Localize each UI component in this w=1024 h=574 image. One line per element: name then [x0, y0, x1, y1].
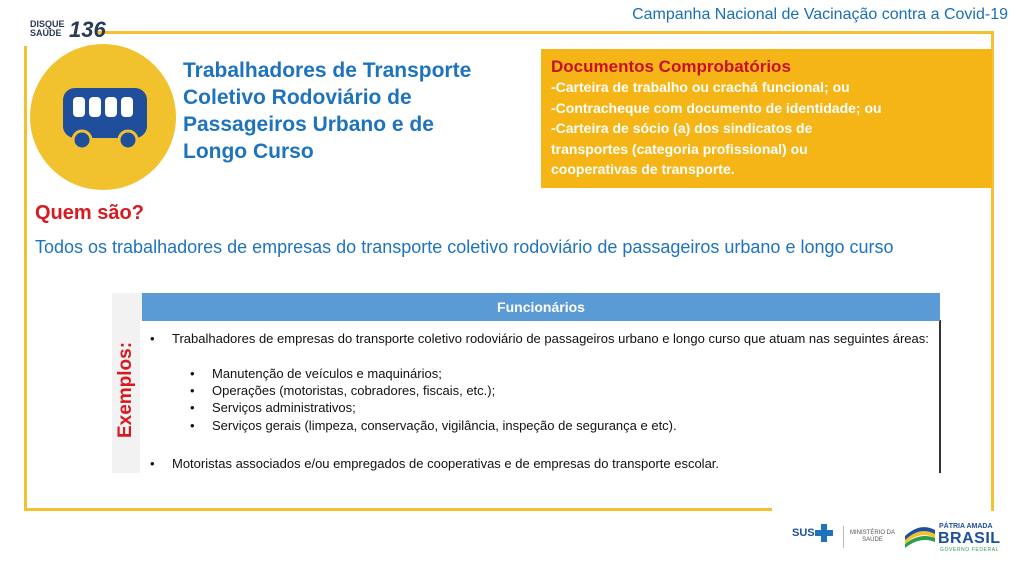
bullet: • — [190, 366, 195, 381]
disque-label: DISQUE — [30, 19, 65, 29]
sub-list-item: Serviços administrativos; — [212, 400, 356, 415]
bullet: • — [190, 418, 195, 433]
documents-line: transportes (categoria profissional) ou — [551, 140, 808, 157]
disque-number: 136 — [69, 17, 106, 42]
list-item: Trabalhadores de empresas do transporte coletivo rodoviário de passageiros urbano e longo curso que atuam nas seguintes áreas: — [172, 331, 929, 346]
sus-cross-icon — [815, 524, 833, 542]
documents-line: -Carteira de trabalho ou crachá funcional; ou — [551, 79, 850, 95]
patria-amada-label: PÁTRIA AMADA — [939, 523, 993, 530]
title-line-4: Longo Curso — [183, 140, 314, 163]
saude-ministry-label: SAÚDE — [862, 537, 883, 543]
bullet: • — [190, 383, 195, 398]
brasil-label: BRASIL — [938, 530, 1001, 547]
table-header: Funcionários — [142, 293, 940, 321]
sub-list-item: Manutenção de veículos e maquinários; — [212, 366, 442, 381]
documents-box — [541, 49, 992, 188]
who-heading: Quem são? — [35, 202, 144, 224]
documents-heading: Documentos Comprobatórios — [551, 57, 791, 76]
bullet: • — [190, 400, 195, 415]
icon-circle — [30, 44, 176, 190]
bullet: • — [150, 456, 155, 471]
title-line-1: Trabalhadores de Transporte — [183, 59, 472, 82]
disque-saude-logo — [30, 20, 65, 38]
frame-top-line — [96, 31, 994, 34]
who-description: Todos os trabalhadores de empresas do transporte coletivo rodoviário de passageiros urbano e longo curso — [35, 237, 894, 257]
documents-line: -Carteira de sócio (a) dos sindicatos de — [551, 120, 813, 136]
page-title — [183, 57, 533, 165]
ministerio-label: MINISTÉRIO DA — [850, 530, 896, 536]
list-item: Motoristas associados e/ou empregados de cooperativas e de empresas do transporte escolar. — [172, 456, 720, 471]
governo-federal-label: GOVERNO FEDERAL — [940, 547, 1000, 553]
examples-side-label — [112, 341, 140, 439]
title-line-3: Passageiros Urbano e de — [183, 113, 434, 136]
examples-label-text: Exemplos: — [115, 341, 136, 439]
bullet: • — [150, 331, 155, 346]
title-line-2: Coletivo Rodoviário de — [183, 86, 412, 109]
sub-list-item: Operações (motoristas, cobradores, fiscais, etc.); — [212, 383, 496, 398]
sub-list-item: Serviços gerais (limpeza, conservação, vigilância, inspeção de segurança e etc). — [212, 418, 677, 433]
campaign-title: Campanha Nacional de Vacinação contra a Covid-19 — [632, 6, 1008, 23]
brazil-flag-icon — [903, 524, 937, 548]
saude-label: SAÚDE — [30, 28, 62, 38]
documents-line: -Contracheque com documento de identidade; ou — [551, 99, 882, 116]
frame-left-line — [24, 46, 27, 508]
documents-line: cooperativas de transporte. — [551, 161, 735, 177]
sus-logo-text: SUS — [792, 527, 815, 539]
footer-separator — [843, 526, 844, 548]
frame-bottom-line — [24, 508, 772, 511]
ministerio-logo — [850, 530, 895, 544]
table-right-border — [939, 320, 941, 473]
bus-icon — [30, 44, 176, 190]
